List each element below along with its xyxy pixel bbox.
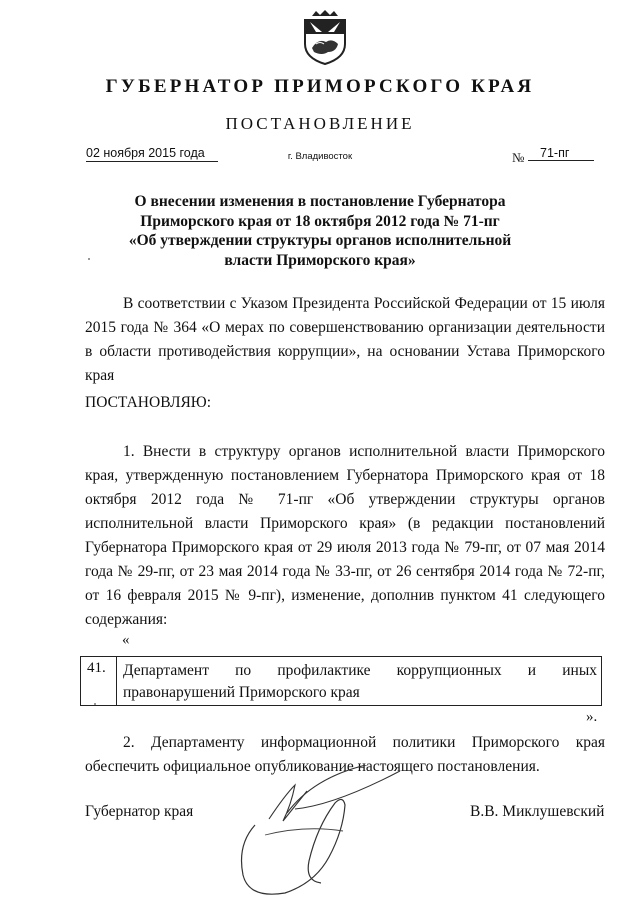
inserted-row-table [80, 656, 602, 706]
opening-quote: « [122, 632, 130, 648]
handwritten-signature [225, 765, 425, 905]
number-label: № [512, 150, 525, 165]
scan-speck [88, 258, 90, 260]
inserted-row-text: Департамент по профилактике коррупционных и иных правонарушений Приморского края [123, 662, 597, 701]
subject-line-4: власти Приморского края» [224, 251, 416, 269]
coat-of-arms-emblem [302, 8, 348, 66]
subject-line-1: О внесении изменения в постановление Губернатора [134, 193, 506, 210]
document-subject [100, 192, 540, 270]
subject-line-3: «Об утверждении структуры органов исполнительной [128, 232, 512, 249]
signatory-name: В.В. Миклушевский [470, 803, 605, 820]
decree-heading: ПОСТАНОВЛЯЮ: [85, 394, 212, 411]
subject-line-2: Приморского края от 18 октября 2012 года № 71-пг [140, 212, 500, 230]
item-2-paragraph: 2. Департаменту информационной политики Приморского края обеспечить официальное опубликование настоящего постановления. [85, 734, 605, 775]
scan-speck [94, 703, 96, 705]
document-city: г. Владивосток [287, 151, 353, 162]
signatory-title: Губернатор края [85, 803, 194, 820]
inserted-row-number: 41. [81, 657, 117, 705]
document-type: ПОСТАНОВЛЕНИЕ [225, 114, 415, 133]
organization-title: ГУБЕРНАТОР ПРИМОРСКОГО КРАЯ [105, 76, 535, 97]
item-1-paragraph: 1. Внести в структуру органов исполнительной власти Приморского края, утвержденную постановлением Губернатора Приморского края от 18 октября 2012 года № 71-пг «Об утверждении структуры органов исполнительной власти Приморского края» (в редакции постановлений Губернатора Приморского края от 29 июля 2013 года № 79-пг, от 07 мая 2014 года № 29-пг, от 23 мая 2014 года № 33-пг, от 26 сентября 2014 года № 72-пг, от 16 февраля 2015 № 9-пг), изменение, дополнив пунктом 41 следующего содержания: [85, 443, 605, 628]
document-number: 71-пг [528, 146, 594, 161]
closing-quote: ». [586, 709, 598, 725]
preamble-paragraph: В соответствии с Указом Президента Российской Федерации от 15 июля 2015 года № 364 «О мерах по совершенствованию организации деятельности в области противодействия коррупции», на основании Устава Приморского края [85, 295, 605, 384]
document-date: 02 ноября 2015 года [86, 146, 218, 162]
